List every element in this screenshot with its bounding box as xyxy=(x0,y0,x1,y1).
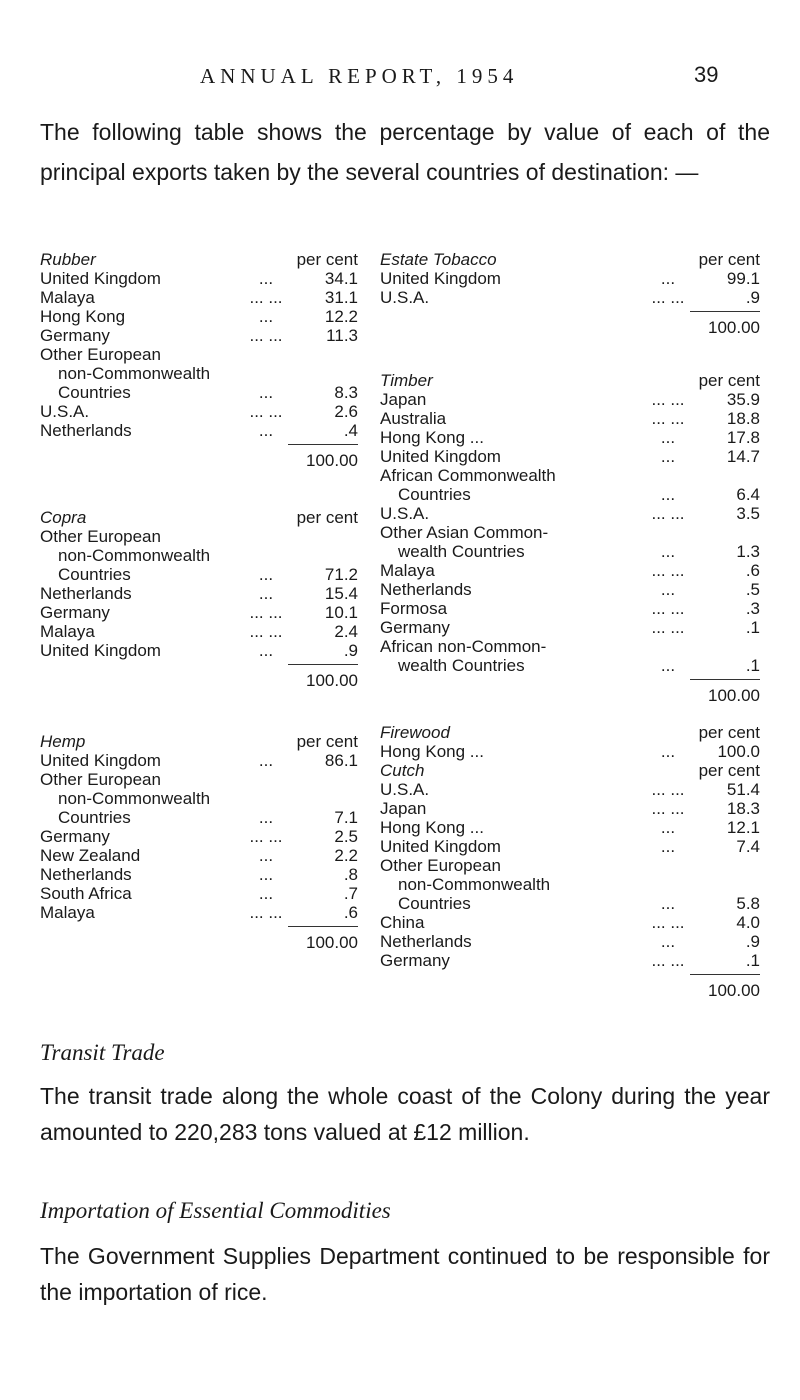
country-name: Countries xyxy=(398,894,471,913)
country-name: Japan xyxy=(380,799,427,818)
table-row xyxy=(40,789,358,808)
table-row xyxy=(40,383,358,402)
leader-dots: ... ... xyxy=(651,409,685,428)
percent-value: .1 xyxy=(745,951,760,970)
country-name: Malaya xyxy=(40,288,95,307)
table-row xyxy=(40,903,358,922)
percent-value: .5 xyxy=(745,580,760,599)
percent-value: 5.8 xyxy=(736,894,760,913)
country-name: Other European xyxy=(40,345,161,364)
percent-value: .6 xyxy=(343,903,358,922)
country-name: non-Commonwealth xyxy=(58,546,211,565)
country-name: Hong Kong ... xyxy=(380,742,484,761)
country-name: Hong Kong ... xyxy=(380,428,484,447)
percent-value: 31.1 xyxy=(324,288,358,307)
country-name: Hong Kong ... xyxy=(380,818,484,837)
percent-value: .9 xyxy=(745,932,760,951)
total-value: 100.00 xyxy=(306,671,358,690)
total-rule xyxy=(690,679,760,680)
table-total xyxy=(40,451,358,470)
transit-trade-heading: Transit Trade xyxy=(40,1040,165,1065)
leader-dots: ... xyxy=(258,383,274,402)
table-row xyxy=(40,546,358,565)
total-value: 100.00 xyxy=(708,981,760,1000)
table-row xyxy=(40,770,358,789)
table-title: Firewood xyxy=(380,723,450,742)
table-row xyxy=(380,561,760,580)
percent-value: .9 xyxy=(745,288,760,307)
country-name: non-Commonwealth xyxy=(398,875,551,894)
leader-dots: ... xyxy=(660,428,676,447)
leader-dots: ... ... xyxy=(651,599,685,618)
country-name: Japan xyxy=(380,390,427,409)
leader-dots: ... xyxy=(660,656,676,675)
country-name: United Kingdom xyxy=(380,269,501,288)
percent-value: .4 xyxy=(343,421,358,440)
country-name: wealth Countries xyxy=(398,656,525,675)
leader-dots: ... xyxy=(660,447,676,466)
country-name: Countries xyxy=(58,383,131,402)
leader-dots: ... ... xyxy=(651,799,685,818)
percent-value: 12.1 xyxy=(726,818,760,837)
table-row xyxy=(40,884,358,903)
leader-dots: ... ... xyxy=(651,618,685,637)
total-value: 100.00 xyxy=(306,451,358,470)
leader-dots: ... xyxy=(660,932,676,951)
table-row xyxy=(40,421,358,440)
table-total xyxy=(380,981,760,1000)
table-total xyxy=(380,318,760,337)
percent-value: 11.3 xyxy=(326,326,358,345)
table-row xyxy=(380,409,760,428)
table-row xyxy=(40,345,358,364)
country-name: U.S.A. xyxy=(380,780,430,799)
total-rule xyxy=(690,974,760,975)
left-column xyxy=(40,250,358,952)
table-row xyxy=(380,951,760,970)
page-number: 39 xyxy=(694,62,719,87)
percent-value: 18.3 xyxy=(726,799,760,818)
country-name: non-Commonwealth xyxy=(58,789,211,808)
country-name: New Zealand xyxy=(40,846,141,865)
table-row xyxy=(40,641,358,660)
table-header xyxy=(40,732,358,751)
leader-dots: ... xyxy=(660,818,676,837)
table-unit: per cent xyxy=(698,723,760,742)
table-row xyxy=(40,565,358,584)
export-table-timber xyxy=(380,371,760,705)
leader-dots: ... ... xyxy=(249,326,283,345)
leader-dots: ... xyxy=(660,485,676,504)
percent-value: 7.4 xyxy=(736,837,760,856)
importation-heading: Importation of Essential Commodities xyxy=(40,1198,391,1223)
country-name: U.S.A. xyxy=(380,504,430,523)
table-row xyxy=(380,818,760,837)
country-name: Germany xyxy=(40,827,110,846)
percent-value: .8 xyxy=(343,865,358,884)
table-total xyxy=(40,671,358,690)
table-title: Estate Tobacco xyxy=(380,250,497,269)
table-row xyxy=(40,584,358,603)
leader-dots: ... ... xyxy=(249,622,283,641)
table-row xyxy=(380,742,760,761)
table-row xyxy=(380,447,760,466)
percent-value: .6 xyxy=(745,561,760,580)
country-name: Other European xyxy=(40,770,161,789)
export-table-cutch xyxy=(380,761,760,1000)
running-head: ANNUAL REPORT, 1954 xyxy=(200,64,519,88)
table-row xyxy=(380,599,760,618)
leader-dots: ... xyxy=(258,865,274,884)
table-row xyxy=(40,865,358,884)
country-name: Other European xyxy=(40,527,161,546)
table-row xyxy=(380,856,760,875)
table-unit: per cent xyxy=(698,371,760,390)
table-title: Hemp xyxy=(40,732,86,751)
importation-paragraph: The Government Supplies Department continued to be responsible for the importation of rice. xyxy=(40,1243,770,1305)
table-header xyxy=(380,250,760,269)
export-table-rubber xyxy=(40,250,358,470)
leader-dots: ... xyxy=(258,565,274,584)
country-name: Netherlands xyxy=(380,580,472,599)
table-row xyxy=(40,827,358,846)
total-value: 100.00 xyxy=(708,686,760,705)
table-row xyxy=(380,875,760,894)
country-name: Germany xyxy=(380,618,450,637)
table-row xyxy=(380,656,760,675)
percent-value: 86.1 xyxy=(324,751,358,770)
table-row xyxy=(380,837,760,856)
intro-paragraph: The following table shows the percentage by value of each of the principal exports taken by the several countries of destination: — xyxy=(40,119,770,185)
table-unit: per cent xyxy=(296,732,358,751)
leader-dots: ... ... xyxy=(651,780,685,799)
country-name: Malaya xyxy=(380,561,435,580)
table-title: Cutch xyxy=(380,761,425,780)
table-row xyxy=(40,846,358,865)
country-name: wealth Countries xyxy=(398,542,525,561)
table-row xyxy=(380,485,760,504)
percent-value: 35.9 xyxy=(726,390,760,409)
export-table-estate-tobacco xyxy=(380,250,760,337)
leader-dots: ... xyxy=(660,580,676,599)
leader-dots: ... xyxy=(258,808,274,827)
percent-value: 12.2 xyxy=(324,307,358,326)
table-row xyxy=(40,402,358,421)
country-name: Hong Kong xyxy=(40,307,126,326)
table-unit: per cent xyxy=(698,250,760,269)
percent-value: 2.2 xyxy=(334,846,358,865)
percent-value: 2.4 xyxy=(334,622,358,641)
table-row xyxy=(40,326,358,345)
country-name: United Kingdom xyxy=(40,269,161,288)
table-header xyxy=(40,250,358,269)
country-name: Other European xyxy=(380,856,501,875)
table-total xyxy=(40,933,358,952)
leader-dots: ... ... xyxy=(651,951,685,970)
table-row xyxy=(380,390,760,409)
country-name: African non-Common- xyxy=(380,637,547,656)
percent-value: .1 xyxy=(745,618,760,637)
percent-value: .9 xyxy=(343,641,358,660)
table-row xyxy=(380,523,760,542)
table-row xyxy=(380,637,760,656)
leader-dots: ... xyxy=(660,742,676,761)
leader-dots: ... ... xyxy=(651,288,685,307)
table-row xyxy=(40,527,358,546)
table-row xyxy=(40,622,358,641)
country-name: Netherlands xyxy=(40,421,132,440)
table-row xyxy=(380,780,760,799)
percent-value: 7.1 xyxy=(334,808,358,827)
percent-value: 17.8 xyxy=(726,428,760,447)
country-name: African Commonwealth xyxy=(380,466,556,485)
percent-value: 1.3 xyxy=(736,542,760,561)
percent-value: 10.1 xyxy=(324,603,358,622)
table-row xyxy=(380,932,760,951)
percent-value: 34.1 xyxy=(324,269,358,288)
country-name: United Kingdom xyxy=(380,837,501,856)
table-row xyxy=(40,603,358,622)
percent-value: 4.0 xyxy=(736,913,760,932)
country-name: South Africa xyxy=(40,884,132,903)
table-unit: per cent xyxy=(296,508,358,527)
leader-dots: ... ... xyxy=(651,913,685,932)
country-name: Countries xyxy=(398,485,471,504)
percent-value: 2.5 xyxy=(334,827,358,846)
leader-dots: ... xyxy=(660,837,676,856)
leader-dots: ... xyxy=(258,421,274,440)
country-name: Netherlands xyxy=(40,584,132,603)
percent-value: .7 xyxy=(343,884,358,903)
table-row xyxy=(380,913,760,932)
percent-value: 6.4 xyxy=(736,485,760,504)
leader-dots: ... xyxy=(660,894,676,913)
percent-value: .3 xyxy=(745,599,760,618)
percent-value: .1 xyxy=(745,656,760,675)
country-name: Malaya xyxy=(40,622,95,641)
country-name: United Kingdom xyxy=(40,641,161,660)
transit-trade-paragraph: The transit trade along the whole coast of the Colony during the year amounted to 220,283 tons valued at £12 million. xyxy=(40,1083,770,1145)
leader-dots: ... xyxy=(660,269,676,288)
table-row xyxy=(380,542,760,561)
country-name: Australia xyxy=(380,409,447,428)
table-row xyxy=(40,808,358,827)
percent-value: 100.0 xyxy=(717,742,760,761)
leader-dots: ... xyxy=(258,641,274,660)
table-row xyxy=(380,428,760,447)
leader-dots: ... ... xyxy=(249,603,283,622)
leader-dots: ... xyxy=(258,846,274,865)
country-name: Germany xyxy=(380,951,450,970)
table-row xyxy=(380,288,760,307)
leader-dots: ... xyxy=(258,307,274,326)
table-title: Rubber xyxy=(40,250,96,269)
percent-value: 71.2 xyxy=(324,565,358,584)
percent-value: 8.3 xyxy=(334,383,358,402)
country-name: Countries xyxy=(58,808,131,827)
table-row xyxy=(380,580,760,599)
percent-value: 99.1 xyxy=(726,269,760,288)
leader-dots: ... xyxy=(258,584,274,603)
country-name: Malaya xyxy=(40,903,95,922)
country-name: Formosa xyxy=(380,599,448,618)
table-row xyxy=(380,618,760,637)
country-name: Germany xyxy=(40,603,110,622)
table-header xyxy=(380,371,760,390)
country-name: Netherlands xyxy=(40,865,132,884)
percent-value: 15.4 xyxy=(324,584,358,603)
percent-value: 18.8 xyxy=(726,409,760,428)
table-row xyxy=(40,307,358,326)
table-row xyxy=(380,799,760,818)
export-table-firewood xyxy=(380,723,760,761)
table-row xyxy=(40,269,358,288)
country-name: Other Asian Common- xyxy=(380,523,549,542)
country-name: China xyxy=(380,913,425,932)
right-column xyxy=(380,250,760,1000)
leader-dots: ... xyxy=(258,269,274,288)
table-header xyxy=(380,761,760,780)
percent-value: 51.4 xyxy=(726,780,760,799)
leader-dots: ... ... xyxy=(249,827,283,846)
table-title: Copra xyxy=(40,508,87,527)
table-unit: per cent xyxy=(698,761,760,780)
table-title: Timber xyxy=(380,371,433,390)
table-row xyxy=(380,269,760,288)
table-row xyxy=(40,364,358,383)
total-rule xyxy=(288,664,358,665)
table-total xyxy=(380,686,760,705)
table-header xyxy=(40,508,358,527)
total-rule xyxy=(690,311,760,312)
table-header xyxy=(380,723,760,742)
leader-dots: ... ... xyxy=(249,288,283,307)
table-row xyxy=(380,504,760,523)
total-rule xyxy=(288,444,358,445)
percent-value: 14.7 xyxy=(726,447,760,466)
total-value: 100.00 xyxy=(306,933,358,952)
table-row xyxy=(40,751,358,770)
leader-dots: ... ... xyxy=(651,390,685,409)
page-header xyxy=(0,64,800,94)
country-name: United Kingdom xyxy=(40,751,161,770)
leader-dots: ... xyxy=(258,751,274,770)
country-name: Countries xyxy=(58,565,131,584)
total-rule xyxy=(288,926,358,927)
leader-dots: ... ... xyxy=(651,561,685,580)
country-name: United Kingdom xyxy=(380,447,501,466)
leader-dots: ... xyxy=(660,542,676,561)
export-table-copra xyxy=(40,508,358,690)
table-row xyxy=(40,288,358,307)
leader-dots: ... ... xyxy=(651,504,685,523)
leader-dots: ... xyxy=(258,884,274,903)
leader-dots: ... ... xyxy=(249,903,283,922)
country-name: Netherlands xyxy=(380,932,472,951)
country-name: U.S.A. xyxy=(40,402,90,421)
percent-value: 3.5 xyxy=(736,504,760,523)
export-table-hemp xyxy=(40,732,358,952)
percent-value: 2.6 xyxy=(334,402,358,421)
table-unit: per cent xyxy=(296,250,358,269)
country-name: non-Commonwealth xyxy=(58,364,211,383)
leader-dots: ... ... xyxy=(249,402,283,421)
table-row xyxy=(380,466,760,485)
country-name: U.S.A. xyxy=(380,288,430,307)
country-name: Germany xyxy=(40,326,110,345)
total-value: 100.00 xyxy=(708,318,760,337)
table-row xyxy=(380,894,760,913)
